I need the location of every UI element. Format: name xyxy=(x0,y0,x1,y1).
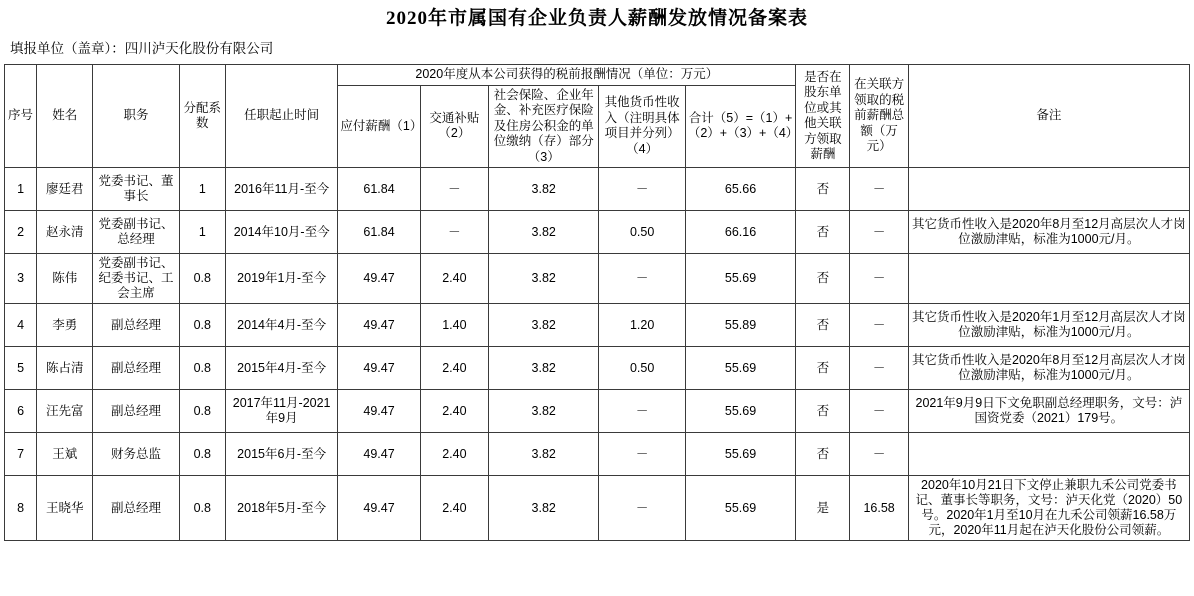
table-row xyxy=(5,476,1190,541)
reporting-unit-line: 填报单位（盖章）：四川泸天化股份有限公司 xyxy=(10,41,274,56)
cell-transport: 2.40 xyxy=(420,390,488,433)
cell-payable: 49.47 xyxy=(338,476,420,541)
page-title: 2020年市属国有企业负责人薪酬发放情况备案表 xyxy=(385,8,808,29)
cell-term: 2015年6月-至今 xyxy=(225,433,337,476)
table-body xyxy=(5,168,1190,541)
cell-payable: 49.47 xyxy=(338,304,420,347)
cell-transport: 2.40 xyxy=(420,476,488,541)
cell-total: 55.69 xyxy=(685,347,795,390)
cell-remark: 2021年9月9日下文免职副总经理职务，文号：泸国资党委（2021）179号。 xyxy=(908,390,1189,433)
table-row xyxy=(5,390,1190,433)
cell-total: 65.66 xyxy=(685,168,795,211)
table-row xyxy=(5,168,1190,211)
cell-post: 党委书记、董事长 xyxy=(93,168,179,211)
cell-affiliate-total: － xyxy=(850,211,908,254)
cell-from-shareholder: 否 xyxy=(796,433,850,476)
cell-term: 2019年1月-至今 xyxy=(225,254,337,304)
cell-from-shareholder: 否 xyxy=(796,304,850,347)
salary-filing-table xyxy=(4,64,1190,541)
cell-seq: 4 xyxy=(5,304,37,347)
cell-other-income: － xyxy=(599,168,685,211)
cell-name: 李勇 xyxy=(37,304,93,347)
cell-transport: 2.40 xyxy=(420,347,488,390)
header-group-pretax-pay: 2020年度从本公司获得的税前报酬情况（单位：万元） xyxy=(338,65,796,86)
cell-post: 副总经理 xyxy=(93,304,179,347)
header-from-shareholder: 是否在股东单位或其他关联方领取薪酬 xyxy=(796,65,850,168)
cell-remark xyxy=(908,168,1189,211)
header-coefficient: 分配系数 xyxy=(179,65,225,168)
cell-affiliate-total: － xyxy=(850,390,908,433)
cell-transport: 1.40 xyxy=(420,304,488,347)
cell-post: 财务总监 xyxy=(93,433,179,476)
cell-name: 王晓华 xyxy=(37,476,93,541)
cell-transport: 2.40 xyxy=(420,254,488,304)
table-header-row-1 xyxy=(5,65,1190,86)
cell-total: 55.69 xyxy=(685,476,795,541)
header-name: 姓名 xyxy=(37,65,93,168)
cell-transport: － xyxy=(420,168,488,211)
cell-other-income: － xyxy=(599,433,685,476)
cell-from-shareholder: 否 xyxy=(796,211,850,254)
cell-coefficient: 0.8 xyxy=(179,390,225,433)
cell-insurance: 3.82 xyxy=(489,168,599,211)
table-row xyxy=(5,433,1190,476)
header-seq: 序号 xyxy=(5,65,37,168)
cell-total: 55.89 xyxy=(685,304,795,347)
cell-payable: 61.84 xyxy=(338,168,420,211)
cell-from-shareholder: 否 xyxy=(796,390,850,433)
header-total: 合计（5）=（1）+（2）+（3）+（4） xyxy=(685,85,795,168)
cell-term: 2015年4月-至今 xyxy=(225,347,337,390)
cell-remark: 其它货币性收入是2020年1月至12月高层次人才岗位激励津贴，标准为1000元/月。 xyxy=(908,304,1189,347)
cell-payable: 49.47 xyxy=(338,433,420,476)
header-payable: 应付薪酬（1） xyxy=(338,85,420,168)
cell-term: 2018年5月-至今 xyxy=(225,476,337,541)
cell-total: 55.69 xyxy=(685,390,795,433)
cell-term: 2014年10月-至今 xyxy=(225,211,337,254)
cell-name: 赵永清 xyxy=(37,211,93,254)
header-transport: 交通补贴（2） xyxy=(420,85,488,168)
cell-seq: 7 xyxy=(5,433,37,476)
cell-insurance: 3.82 xyxy=(489,433,599,476)
cell-affiliate-total: － xyxy=(850,168,908,211)
cell-total: 66.16 xyxy=(685,211,795,254)
cell-coefficient: 1 xyxy=(179,211,225,254)
cell-transport: 2.40 xyxy=(420,433,488,476)
cell-remark: 其它货币性收入是2020年8月至12月高层次人才岗位激励津贴，标准为1000元/月。 xyxy=(908,211,1189,254)
table-row xyxy=(5,304,1190,347)
cell-seq: 6 xyxy=(5,390,37,433)
cell-transport: － xyxy=(420,211,488,254)
cell-name: 汪先富 xyxy=(37,390,93,433)
cell-other-income: 1.20 xyxy=(599,304,685,347)
cell-insurance: 3.82 xyxy=(489,254,599,304)
cell-insurance: 3.82 xyxy=(489,211,599,254)
cell-coefficient: 0.8 xyxy=(179,347,225,390)
table-row xyxy=(5,211,1190,254)
header-affiliate-total: 在关联方领取的税前薪酬总额（万元） xyxy=(850,65,908,168)
cell-other-income: 0.50 xyxy=(599,211,685,254)
cell-term: 2014年4月-至今 xyxy=(225,304,337,347)
cell-term: 2016年11月-至今 xyxy=(225,168,337,211)
cell-affiliate-total: － xyxy=(850,347,908,390)
cell-other-income: 0.50 xyxy=(599,347,685,390)
cell-coefficient: 0.8 xyxy=(179,304,225,347)
cell-insurance: 3.82 xyxy=(489,390,599,433)
cell-insurance: 3.82 xyxy=(489,347,599,390)
cell-seq: 5 xyxy=(5,347,37,390)
cell-remark xyxy=(908,433,1189,476)
header-other-income: 其他货币性收入（注明具体项目并分列）（4） xyxy=(599,85,685,168)
cell-seq: 8 xyxy=(5,476,37,541)
table-row xyxy=(5,254,1190,304)
cell-coefficient: 0.8 xyxy=(179,476,225,541)
cell-insurance: 3.82 xyxy=(489,304,599,347)
cell-term: 2017年11月-2021年9月 xyxy=(225,390,337,433)
cell-affiliate-total: 16.58 xyxy=(850,476,908,541)
cell-other-income: － xyxy=(599,390,685,433)
cell-insurance: 3.82 xyxy=(489,476,599,541)
cell-remark xyxy=(908,254,1189,304)
cell-coefficient: 0.8 xyxy=(179,433,225,476)
cell-coefficient: 0.8 xyxy=(179,254,225,304)
cell-from-shareholder: 是 xyxy=(796,476,850,541)
header-insurance: 社会保险、企业年金、补充医疗保险及住房公积金的单位缴纳（存）部分（3） xyxy=(489,85,599,168)
cell-other-income: － xyxy=(599,254,685,304)
cell-total: 55.69 xyxy=(685,254,795,304)
cell-name: 陈伟 xyxy=(37,254,93,304)
cell-post: 副总经理 xyxy=(93,390,179,433)
cell-payable: 49.47 xyxy=(338,390,420,433)
cell-post: 党委副书记、纪委书记、工会主席 xyxy=(93,254,179,304)
cell-seq: 3 xyxy=(5,254,37,304)
cell-payable: 61.84 xyxy=(338,211,420,254)
cell-seq: 1 xyxy=(5,168,37,211)
cell-post: 副总经理 xyxy=(93,476,179,541)
cell-from-shareholder: 否 xyxy=(796,254,850,304)
cell-name: 陈占清 xyxy=(37,347,93,390)
cell-seq: 2 xyxy=(5,211,37,254)
cell-from-shareholder: 否 xyxy=(796,347,850,390)
cell-post: 党委副书记、总经理 xyxy=(93,211,179,254)
cell-affiliate-total: － xyxy=(850,254,908,304)
header-post: 职务 xyxy=(93,65,179,168)
cell-coefficient: 1 xyxy=(179,168,225,211)
cell-affiliate-total: － xyxy=(850,433,908,476)
cell-remark: 2020年10月21日下文停止兼职九禾公司党委书记、董事长等职务，文号：泸天化党（2020）50号。2020年1月至10月在九禾公司领薪16.58万元，2020年11月起在泸天化股份公司领薪。 xyxy=(908,476,1189,541)
cell-payable: 49.47 xyxy=(338,347,420,390)
cell-remark: 其它货币性收入是2020年8月至12月高层次人才岗位激励津贴，标准为1000元/月。 xyxy=(908,347,1189,390)
cell-name: 廖廷君 xyxy=(37,168,93,211)
cell-total: 55.69 xyxy=(685,433,795,476)
cell-name: 王斌 xyxy=(37,433,93,476)
cell-payable: 49.47 xyxy=(338,254,420,304)
table-row xyxy=(5,347,1190,390)
cell-other-income: － xyxy=(599,476,685,541)
cell-post: 副总经理 xyxy=(93,347,179,390)
cell-affiliate-total: － xyxy=(850,304,908,347)
cell-from-shareholder: 否 xyxy=(796,168,850,211)
header-remark: 备注 xyxy=(908,65,1189,168)
header-term: 任职起止时间 xyxy=(225,65,337,168)
